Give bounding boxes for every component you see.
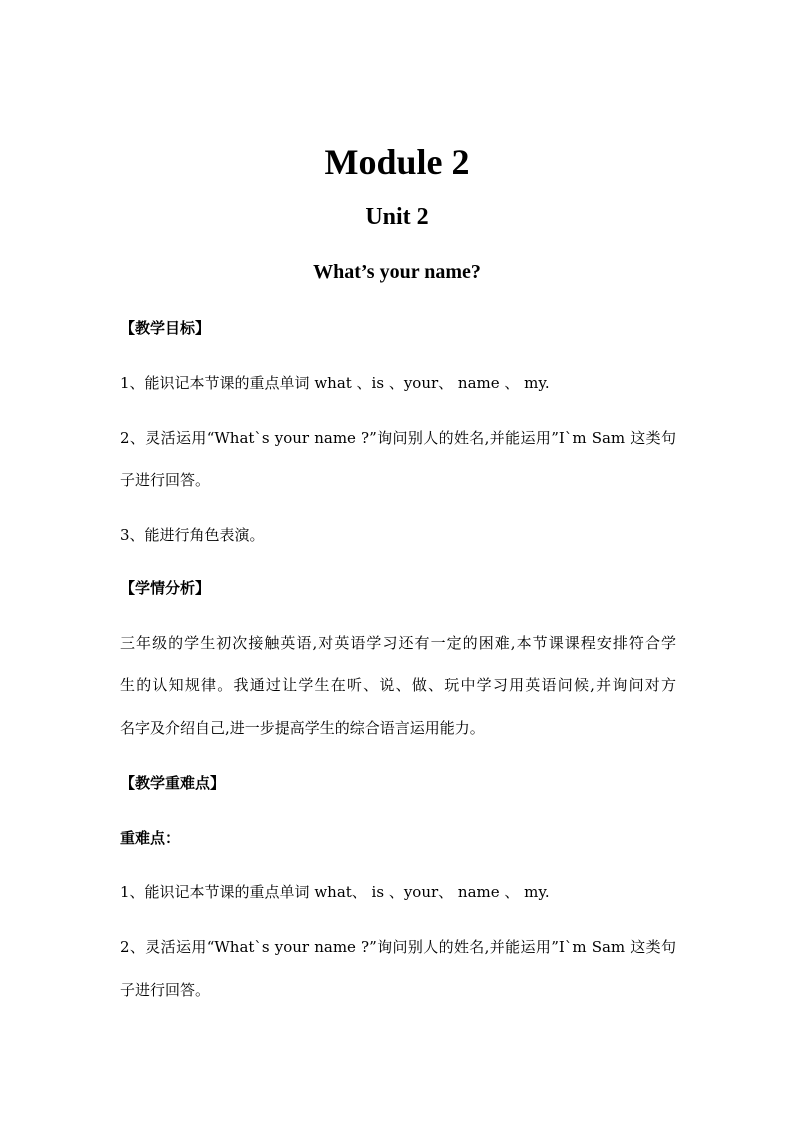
section-heading-key-points: 【教学重难点】 <box>120 774 226 792</box>
key-point-1: 1、能识记本节课的重点单词 what、 is 、your、 name 、 my. <box>120 883 550 901</box>
document-title: Module 2 <box>324 142 470 182</box>
teaching-goal-2-cont: 子进行回答。 <box>120 471 211 489</box>
teaching-goal-1: 1、能识记本节课的重点单词 what 、is 、your、 name 、 my. <box>120 374 550 392</box>
section-heading-student-analysis: 【学情分析】 <box>120 579 211 597</box>
teaching-goal-2: 2、灵活运用“What`s your name ?”询问别人的姓名,并能运用”I`m Sam 这类句 <box>120 429 676 447</box>
student-analysis-line-3: 名字及介绍自己,进一步提高学生的综合语言运用能力。 <box>120 719 485 737</box>
key-point-2-cont: 子进行回答。 <box>120 981 211 999</box>
lesson-subtitle: What’s your name? <box>313 261 481 283</box>
teaching-goal-3: 3、能进行角色表演。 <box>120 526 265 544</box>
section-heading-teaching-goals: 【教学目标】 <box>120 319 211 337</box>
student-analysis-line-1: 三年级的学生初次接触英语,对英语学习还有一定的困难,本节课课程安排符合学 <box>120 634 676 652</box>
student-analysis-line-2: 生的认知规律。我通过让学生在听、说、做、玩中学习用英语问候,并询问对方 <box>120 676 676 694</box>
key-point-2: 2、灵活运用“What`s your name ?”询问别人的姓名,并能运用”I`m Sam 这类句 <box>120 938 676 956</box>
unit-title: Unit 2 <box>365 204 429 230</box>
key-points-subheading: 重难点： <box>120 829 181 847</box>
